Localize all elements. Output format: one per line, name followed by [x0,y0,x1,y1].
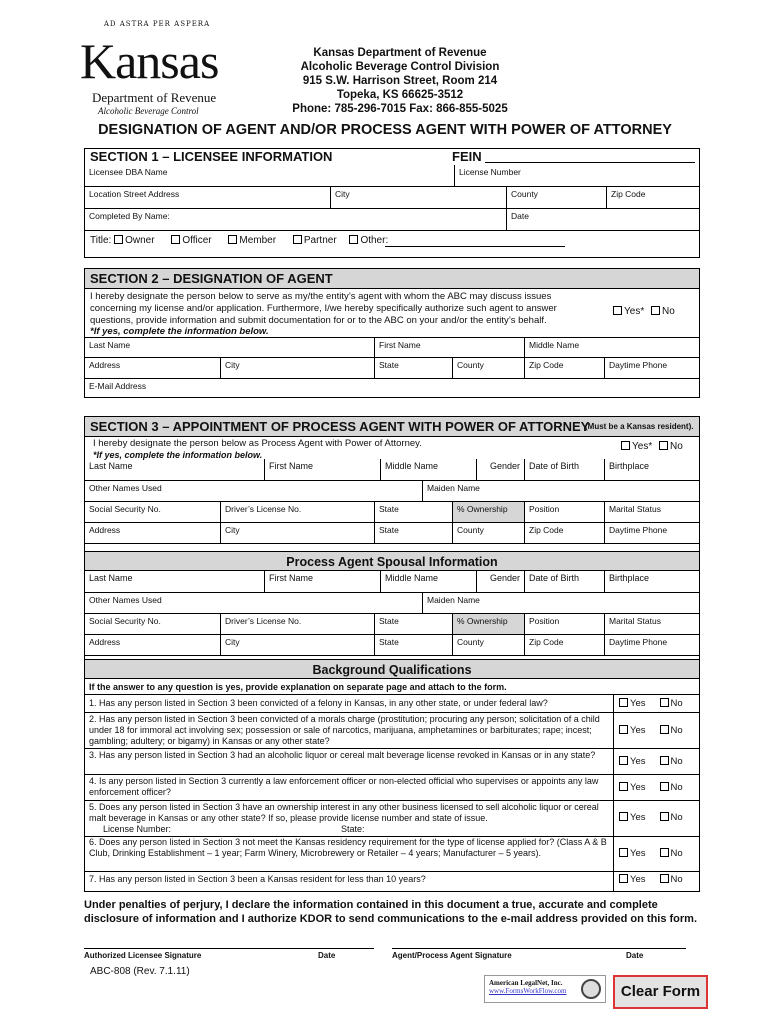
s2-middle-name-field[interactable]: Middle Name [525,337,699,358]
legalnet-url[interactable]: www.FormsWorkFlow.com [489,987,567,995]
q5-no-checkbox[interactable] [660,812,669,821]
section-3-heading-note: (Must be a Kansas resident). [585,422,694,431]
s2-address-field[interactable]: Address [85,358,221,379]
s3-marital-field[interactable]: Marital Status [605,502,699,523]
s3-dl-field[interactable]: Driver’s License No. [221,502,375,523]
s3-state2-field[interactable]: State [375,523,453,544]
form-title: DESIGNATION OF AGENT AND/OR PROCESS AGENT WITH POWER OF ATTORNEY [98,122,672,138]
q1-answer: Yes No [619,698,683,709]
s3-other-names-field[interactable]: Other Names Used [85,481,423,502]
city-field[interactable]: City [331,187,507,209]
agent-signature-label: Agent/Process Agent Signature [392,951,512,960]
s3-ssn-field[interactable]: Social Security No. [85,502,221,523]
q5-answer: Yes No [619,812,683,823]
licensee-signature-label: Authorized Licensee Signature [84,951,202,960]
section-1 [84,148,700,258]
q6-yes-checkbox[interactable] [619,848,628,857]
agency-header [270,46,530,116]
section-2-text: I hereby designate the person below to serve as my/the entity’s agent with whom the ABC may discuss issues concerning my license and/or application. Furthermore, I/we hereby specifically authorize such agent to answer questions, provide information and submit documentation for or to the ABC on your and/or the entity’s behalf. [90,291,557,326]
q5-license-row: License Number: State: [103,824,365,834]
s2-city-field[interactable]: City [221,358,375,379]
s2-no-checkbox[interactable] [651,306,660,315]
spouse-heading: Process Agent Spousal Information [85,551,699,571]
sp-gender-field[interactable]: Gender [477,571,525,593]
completed-by-field[interactable]: Completed By Name: [85,209,507,231]
s2-first-name-field[interactable]: First Name [375,337,525,358]
s2-yes-checkbox[interactable] [613,306,622,315]
sp-marital-field[interactable]: Marital Status [605,614,699,635]
s3-gender-field[interactable]: Gender [477,459,525,481]
sp-dl-field[interactable]: Driver’s License No. [221,614,375,635]
sp-zip-field[interactable]: Zip Code [525,635,605,656]
q6-no-checkbox[interactable] [660,848,669,857]
legalnet-logo [484,975,606,1003]
q6-answer: Yes No [619,848,683,859]
q4-yes-checkbox[interactable] [619,782,628,791]
s2-phone-field[interactable]: Daytime Phone [605,358,699,379]
s2-last-name-field[interactable]: Last Name [85,337,375,358]
perjury-statement: Under penalties of perjury, I declare the information contained in this document a true, accurate and complete disclosure of information and I authorize KDOR to send communications to the e-mail address provided on this form. [84,899,698,925]
q4-answer: Yes No [619,782,683,793]
q4-no-checkbox[interactable] [660,782,669,791]
question-3: 3. Has any person listed in Section 3 had an alcoholic liquor or cereal malt beverage license revoked in Kansas or in any state? [89,750,596,760]
s3-yes-checkbox[interactable] [621,441,630,450]
s3-last-name-field[interactable]: Last Name [85,459,265,481]
globe-icon [581,979,601,999]
agent-signature-line[interactable] [392,948,686,949]
q2-answer: Yes No [619,725,683,736]
sp-ownership-field[interactable]: % Ownership [453,614,525,635]
other-line[interactable] [385,246,565,247]
sp-state2-field[interactable]: State [375,635,453,656]
section-2-yesno: Yes* No [613,306,675,318]
sp-maiden-field[interactable]: Maiden Name [423,593,699,614]
section-2-heading: SECTION 2 – DESIGNATION OF AGENT [90,271,333,286]
s3-position-field[interactable]: Position [525,502,605,523]
section-2 [84,268,700,398]
s3-state-field[interactable]: State [375,502,453,523]
sp-dob-field[interactable]: Date of Birth [525,571,605,593]
logo-seal-text: AD ASTRA PER ASPERA [103,20,211,28]
date-label-1: Date [318,951,336,960]
sp-phone-field[interactable]: Daytime Phone [605,635,699,656]
s3-first-name-field[interactable]: First Name [265,459,381,481]
section-3 [84,416,700,892]
question-2: 2. Has any person listed in Section 3 been convicted of a morals charge (prostitution; procuring any person; solicitation of a child under 18 for immoral act involving sex; possession or sale of narcotics, marijuana, amphetamines or barbiturates; rape; incest; gambling; adultery; or bigamy) in Kansas or any other state? [89,714,600,746]
sp-city-field[interactable]: City [221,635,375,656]
question-4: 4. Is any person listed in Section 3 currently a law enforcement officer or non-elected official who supervises or appoints any law enforcement officer? [89,776,599,797]
sp-county-field[interactable]: County [453,635,525,656]
sp-state-field[interactable]: State [375,614,453,635]
member-checkbox[interactable] [228,235,237,244]
question-6: 6. Does any person listed in Section 3 not meet the Kansas residency requirement for the type of license applied for? (Class A & B Club, Drinking Establishment – 1 year; Farm Winery, Microbrewery or Retailer – 4 years; Manufacturer – 5 years). [89,837,607,858]
header-line: Topeka, KS 66625-3512 [336,89,464,101]
sp-other-names-field[interactable]: Other Names Used [85,593,423,614]
header-line: 915 S.W. Harrison Street, Room 214 [302,75,498,87]
q7-answer: Yes No [619,874,683,885]
county-field[interactable]: County [507,187,607,209]
form-id: ABC-808 (Rev. 7.1.11) [90,966,190,977]
question-7: 7. Has any person listed in Section 3 been a Kansas resident for less than 10 years? [89,874,426,884]
section-2-note: *If yes, complete the information below. [90,326,269,337]
partner-checkbox[interactable] [293,235,302,244]
title-row: Title: Owner Officer Member Partner Other: [90,235,389,246]
legalnet-name: American LegalNet, Inc. [489,979,563,987]
sp-middle-name-field[interactable]: Middle Name [381,571,477,593]
s2-state-field[interactable]: State [375,358,453,379]
s3-ownership-field[interactable]: % Ownership [453,502,525,523]
s3-phone-field[interactable]: Daytime Phone [605,523,699,544]
s3-no-checkbox[interactable] [659,441,668,450]
owner-checkbox[interactable] [114,235,123,244]
fein-label: FEIN [452,149,482,164]
sp-last-name-field[interactable]: Last Name [85,571,265,593]
header-line: Alcoholic Beverage Control Division [300,61,500,73]
header-line: Phone: 785-296-7015 Fax: 866-855-5025 [292,103,508,115]
s2-county-field[interactable]: County [453,358,525,379]
question-5: 5. Does any person listed in Section 3 have an ownership interest in any other business licensed to sell alcoholic liquor or cereal malt beverage in Kansas or any other state? If so, please provide license number and state of issue. [89,802,599,823]
section-3-heading: SECTION 3 – APPOINTMENT OF PROCESS AGENT WITH POWER OF ATTORNEY [90,419,590,434]
other-checkbox[interactable] [349,235,358,244]
clear-form-button[interactable]: Clear Form [613,975,708,1009]
q5-yes-checkbox[interactable] [619,812,628,821]
background-instructions: If the answer to any question is yes, provide explanation on separate page and attach to the form. [89,682,507,692]
s3-address-field[interactable]: Address [85,523,221,544]
question-1: 1. Has any person listed in Section 3 been convicted of a felony in Kansas, in any other state, or under federal law? [89,698,548,708]
sp-ssn-field[interactable]: Social Security No. [85,614,221,635]
s3-county-field[interactable]: County [453,523,525,544]
sp-first-name-field[interactable]: First Name [265,571,381,593]
q1-no-checkbox[interactable] [660,698,669,707]
sp-position-field[interactable]: Position [525,614,605,635]
q3-answer: Yes No [619,756,683,767]
section-3-yesno: Yes* No [621,441,683,453]
licensee-signature-line[interactable] [84,948,374,949]
q2-yes-checkbox[interactable] [619,725,628,734]
date-label-2: Date [626,951,644,960]
kansas-logo [80,18,225,118]
q1-yes-checkbox[interactable] [619,698,628,707]
sp-birthplace-field[interactable]: Birthplace [605,571,699,593]
s3-maiden-field[interactable]: Maiden Name [423,481,699,502]
section-3-text: I hereby designate the person below as Process Agent with Power of Attorney. [93,438,422,449]
s3-city-field[interactable]: City [221,523,375,544]
sp-address-field[interactable]: Address [85,635,221,656]
s3-birthplace-field[interactable]: Birthplace [605,459,699,481]
logo-dept: Department of Revenue [92,90,217,105]
q2-no-checkbox[interactable] [660,725,669,734]
logo-division: Alcoholic Beverage Control [98,106,199,116]
q3-yes-checkbox[interactable] [619,756,628,765]
q7-no-checkbox[interactable] [660,874,669,883]
date-field[interactable]: Date [507,209,699,231]
section-3-note: *If yes, complete the information below. [93,450,263,460]
s3-dob-field[interactable]: Date of Birth [525,459,605,481]
header-line: Kansas Department of Revenue [313,47,487,59]
dba-field[interactable]: Licensee DBA Name [85,165,455,187]
section-1-heading: SECTION 1 – LICENSEE INFORMATION [90,149,333,164]
background-heading: Background Qualifications [85,659,699,679]
s3-zip-field[interactable]: Zip Code [525,523,605,544]
zip-field[interactable]: Zip Code [607,187,699,209]
license-number-field[interactable]: License Number [455,165,699,187]
q3-no-checkbox[interactable] [660,756,669,765]
s2-zip-field[interactable]: Zip Code [525,358,605,379]
s2-email-field[interactable]: E-Mail Address [89,381,147,391]
q7-yes-checkbox[interactable] [619,874,628,883]
logo-wordmark: Kansas [80,33,219,89]
s3-middle-name-field[interactable]: Middle Name [381,459,477,481]
street-field[interactable]: Location Street Address [85,187,331,209]
officer-checkbox[interactable] [171,235,180,244]
